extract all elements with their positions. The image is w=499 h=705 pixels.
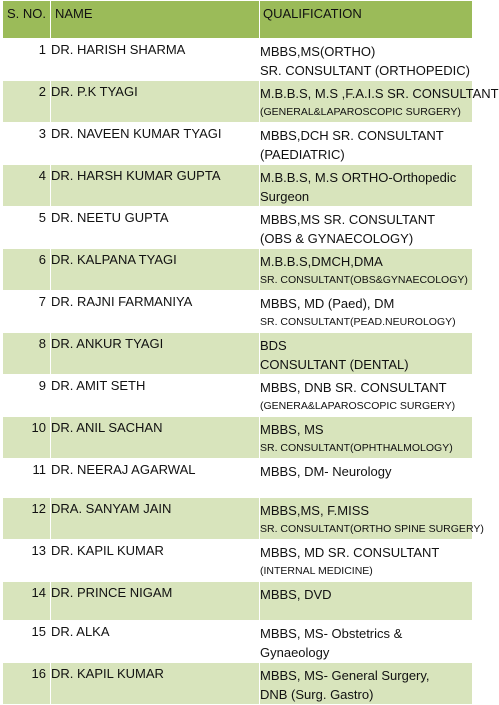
row-name: DR. AMIT SETH (51, 375, 260, 417)
qualification-line-2: SR. CONSULTANT(OPHTHALMOLOGY) (260, 442, 453, 454)
row-sno: 3 (3, 123, 51, 165)
row-name: DR. P.K TYAGI (51, 81, 260, 123)
row-sno: 6 (3, 249, 51, 291)
qualification-line-1: MBBS, MD SR. CONSULTANT (260, 545, 440, 560)
qualification-line-1: MBBS, DVD (260, 587, 332, 602)
row-qualification (260, 39, 473, 81)
row-qualification (260, 249, 473, 291)
table-row (3, 459, 473, 498)
qualification-line-1: MBBS,MS(ORTHO) (260, 44, 376, 59)
qualification-line-2: SR. CONSULTANT(ORTHO SPINE SURGERY) (260, 523, 484, 535)
table-row (3, 417, 473, 459)
row-sno: 9 (3, 375, 51, 417)
table-row (3, 165, 473, 207)
qualification-line-1: MBBS, DNB SR. CONSULTANT (260, 380, 447, 395)
row-qualification (260, 582, 473, 621)
table-row (3, 375, 473, 417)
table-row (3, 663, 473, 705)
row-qualification (260, 375, 473, 417)
row-sno: 16 (3, 663, 51, 705)
row-sno: 15 (3, 621, 51, 663)
qualification-line-1: BDS (260, 338, 287, 353)
qualification-line-2: (PAEDIATRIC) (260, 147, 345, 162)
qualification-line-1: MBBS,MS, F.MISS (260, 503, 370, 518)
row-name: DR. KAPIL KUMAR (51, 663, 260, 705)
qualification-line-2: Surgeon (260, 189, 310, 204)
qualification-line-2: (OBS & GYNAECOLOGY) (260, 231, 414, 246)
row-qualification (260, 291, 473, 333)
row-qualification (260, 207, 473, 249)
row-qualification (260, 417, 473, 459)
qualification-line-1: MBBS,MS SR. CONSULTANT (260, 212, 436, 227)
table-row (3, 249, 473, 291)
qualification-line-1: MBBS, DM- Neurology (260, 464, 392, 479)
row-name: DR. NAVEEN KUMAR TYAGI (51, 123, 260, 165)
row-sno: 10 (3, 417, 51, 459)
row-sno: 14 (3, 582, 51, 621)
qualification-line-2: SR. CONSULTANT(PEAD.NEUROLOGY) (260, 316, 456, 328)
row-name: DRA. SANYAM JAIN (51, 498, 260, 540)
table-row (3, 123, 473, 165)
row-sno: 7 (3, 291, 51, 333)
table-row (3, 81, 473, 123)
row-name: DR. ANIL SACHAN (51, 417, 260, 459)
qualification-line-1: MBBS, MS (260, 422, 324, 437)
header-name: NAME (51, 1, 260, 39)
table-row (3, 39, 473, 81)
qualification-line-2: Gynaeology (260, 645, 330, 660)
table-row (3, 207, 473, 249)
row-qualification (260, 540, 473, 582)
row-name: DR. ANKUR TYAGI (51, 333, 260, 375)
row-name: DR. ALKA (51, 621, 260, 663)
qualification-line-1: M.B.B.S, M.S ORTHO-Orthopedic (260, 170, 457, 185)
qualification-line-1: MBBS, MD (Paed), DM (260, 296, 395, 311)
qualification-line-1: MBBS,DCH SR. CONSULTANT (260, 128, 444, 143)
table-row (3, 621, 473, 663)
qualification-line-1: M.B.B.S,DMCH,DMA (260, 254, 383, 269)
row-sno: 13 (3, 540, 51, 582)
header-sno: S. NO. (3, 1, 51, 39)
row-qualification (260, 165, 473, 207)
qualification-line-2: CONSULTANT (DENTAL) (260, 357, 409, 372)
row-sno: 2 (3, 81, 51, 123)
row-sno: 4 (3, 165, 51, 207)
row-name: DR. HARISH SHARMA (51, 39, 260, 81)
qualification-line-2: SR. CONSULTANT (ORTHOPEDIC) (260, 63, 470, 78)
table-row (3, 498, 473, 540)
qualification-line-1: M.B.B.S, M.S ,F.A.I.S SR. CONSULTANT (260, 86, 499, 101)
qualification-line-2: SR. CONSULTANT(OBS&GYNAECOLOGY) (260, 274, 468, 286)
row-qualification (260, 459, 473, 498)
table-header-row (3, 1, 473, 39)
row-name: DR. HARSH KUMAR GUPTA (51, 165, 260, 207)
row-name: DR. RAJNI FARMANIYA (51, 291, 260, 333)
row-sno: 5 (3, 207, 51, 249)
table-row (3, 291, 473, 333)
qualification-line-2: (GENERAL&LAPAROSCOPIC SURGERY) (260, 106, 461, 118)
qualification-line-2: (GENERA&LAPAROSCOPIC SURGERY) (260, 400, 456, 412)
qualification-line-1: MBBS, MS- Obstetrics & (260, 626, 403, 641)
row-sno: 11 (3, 459, 51, 498)
row-qualification (260, 498, 484, 540)
row-name: DR. KALPANA TYAGI (51, 249, 260, 291)
qualification-line-1: MBBS, MS- General Surgery, (260, 668, 430, 683)
qualification-line-2: DNB (Surg. Gastro) (260, 687, 374, 702)
row-qualification (260, 621, 473, 663)
row-name: DR. KAPIL KUMAR (51, 540, 260, 582)
row-sno: 8 (3, 333, 51, 375)
table-row (3, 333, 473, 375)
row-sno: 12 (3, 498, 51, 540)
doctors-table (2, 0, 499, 705)
row-qualification (260, 333, 473, 375)
header-qualification: QUALIFICATION (260, 1, 473, 39)
table-row (3, 582, 473, 621)
row-qualification (260, 123, 473, 165)
row-qualification (260, 81, 499, 123)
row-name: DR. NEERAJ AGARWAL (51, 459, 260, 498)
qualification-line-2: (INTERNAL MEDICINE) (260, 565, 373, 577)
row-name: DR. NEETU GUPTA (51, 207, 260, 249)
row-name: DR. PRINCE NIGAM (51, 582, 260, 621)
row-sno: 1 (3, 39, 51, 81)
table-row (3, 540, 473, 582)
row-qualification (260, 663, 473, 705)
